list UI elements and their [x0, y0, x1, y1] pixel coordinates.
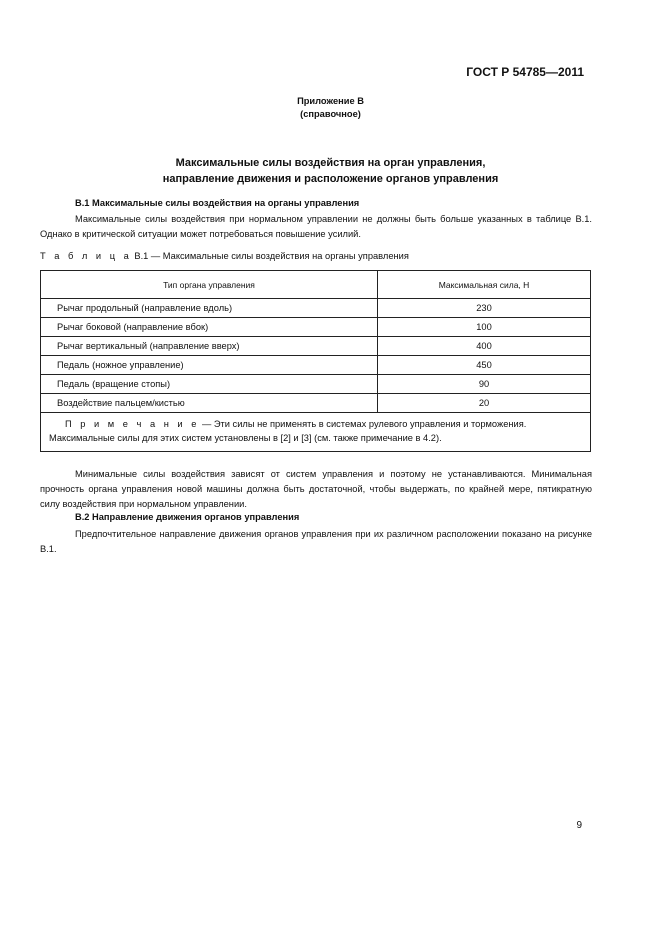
section-b1-text: Максимальные силы воздействия при нормальном управлении не должны быть больше указанных в таблице В.1. Однако в критической ситуации может потребоваться повышение усилий.: [40, 214, 592, 239]
cell-type: Рычаг боковой (направление вбок): [41, 318, 378, 337]
main-title-line2: направление движения и расположение органов управления: [162, 173, 499, 185]
table-caption-text: В.1 — Максимальные силы воздействия на органы управления: [131, 251, 409, 261]
table-row: [41, 299, 591, 318]
cell-force: 20: [378, 394, 591, 413]
appendix-title: Приложение В: [297, 96, 364, 106]
appendix-subtitle: (справочное): [300, 109, 361, 119]
cell-force: 90: [378, 375, 591, 394]
section-b2-heading: В.2 Направление движения органов управления: [75, 512, 300, 522]
table-caption-prefix: Т а б л и ц а: [40, 251, 132, 261]
note-text: — Эти силы не применять в системах рулевого управления и торможения. Максимальные силы для этих систем установлены в [2] и [3] (см. также примечание в 4.2).: [49, 419, 527, 443]
table-row: [41, 318, 591, 337]
cell-type: Педаль (вращение стопы): [41, 375, 378, 394]
section-b1-heading: В.1 Максимальные силы воздействия на органы управления: [75, 198, 360, 208]
cell-force: 400: [378, 337, 591, 356]
table-row: [41, 356, 591, 375]
main-title-line1: Максимальные силы воздействия на орган управления,: [175, 157, 486, 169]
page-number: 9: [576, 820, 582, 831]
cell-type: Рычаг продольный (направление вдоль): [41, 299, 378, 318]
table-caption: [40, 251, 409, 261]
table-note: [41, 413, 591, 452]
cell-type: Рычаг вертикальный (направление вверх): [41, 337, 378, 356]
cell-force: 230: [378, 299, 591, 318]
cell-force: 100: [378, 318, 591, 337]
cell-type: Воздействие пальцем/кистью: [41, 394, 378, 413]
cell-type: Педаль (ножное управление): [41, 356, 378, 375]
cell-force: 450: [378, 356, 591, 375]
minimum-forces-paragraph: Минимальные силы воздействия зависят от систем управления и поэтому не устанавливаются. Минимальная прочность органа управления новой машины должна быть достаточной, чтобы выдержать, по крайней мере, пятикратную силу воздействия при нормальном управлении.: [40, 469, 592, 509]
table-row: [41, 375, 591, 394]
document-id: ГОСТ Р 54785—2011: [466, 65, 584, 79]
table-header-row: [41, 271, 591, 299]
note-prefix: П р и м е ч а н и е: [65, 419, 200, 429]
column-header-type: Тип органа управления: [41, 271, 378, 299]
table-note-row: [41, 413, 591, 452]
table-row: [41, 337, 591, 356]
section-b2-text: Предпочтительное направление движения органов управления при их различном расположении показано на рисунке В.1.: [40, 529, 592, 554]
column-header-force: Максимальная сила, Н: [378, 271, 591, 299]
table-row: [41, 394, 591, 413]
forces-table: [40, 270, 591, 452]
